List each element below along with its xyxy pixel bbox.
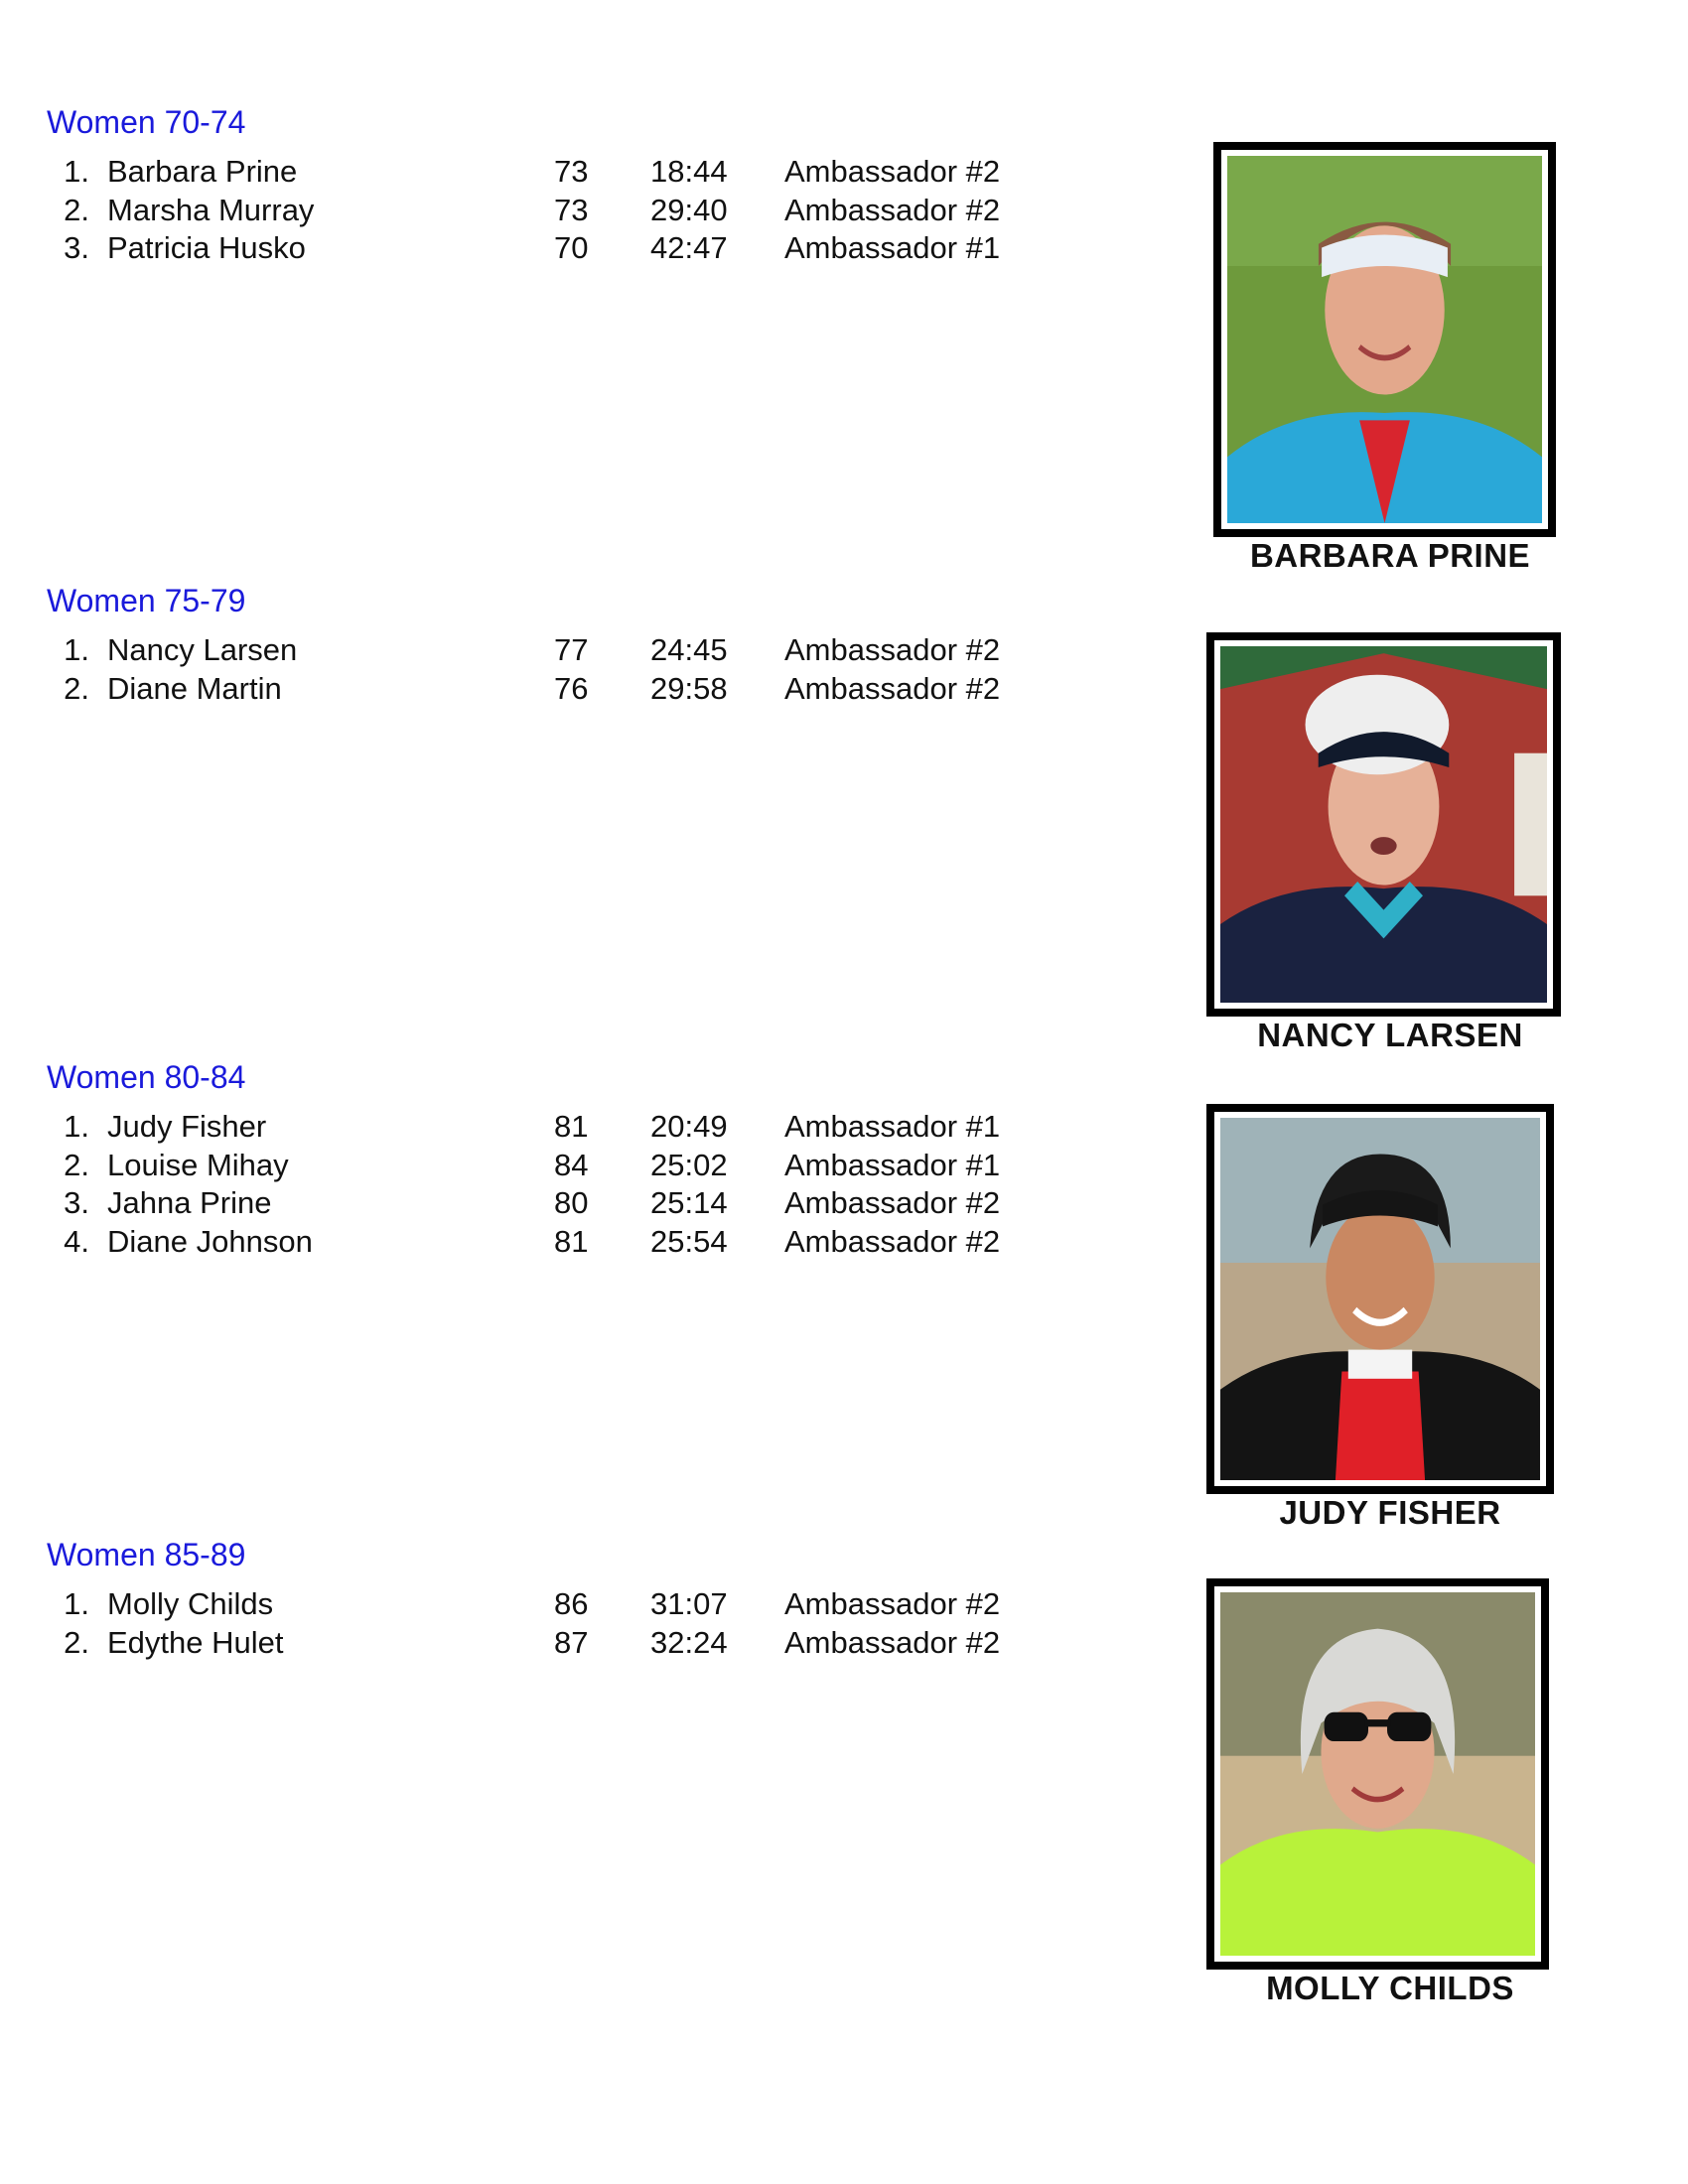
runner-name: Judy Fisher xyxy=(107,1109,267,1144)
finish-time: 20:49 xyxy=(650,1109,728,1144)
place: 2. xyxy=(64,192,89,227)
finish-time: 24:45 xyxy=(650,632,728,667)
place: 4. xyxy=(64,1223,89,1259)
finish-time: 29:40 xyxy=(650,192,728,227)
portrait-image xyxy=(1227,156,1542,523)
ambassador-note: Ambassador #2 xyxy=(784,1624,1001,1660)
runner-photo xyxy=(1206,1104,1554,1494)
runner-photo xyxy=(1206,632,1561,1017)
runner-name: Nancy Larsen xyxy=(107,632,298,667)
finish-time: 25:54 xyxy=(650,1223,728,1259)
runner-name: Diane Martin xyxy=(107,670,282,706)
age-group-heading: Women 85-89 xyxy=(47,1537,246,1572)
finish-time: 29:58 xyxy=(650,670,728,706)
place: 2. xyxy=(64,670,89,706)
runner-age: 84 xyxy=(554,1147,589,1182)
ambassador-note: Ambassador #2 xyxy=(784,1185,1001,1220)
finish-time: 31:07 xyxy=(650,1586,728,1621)
finish-time: 18:44 xyxy=(650,154,728,189)
runner-name: Edythe Hulet xyxy=(107,1624,284,1660)
runner-name: Molly Childs xyxy=(107,1586,274,1621)
runner-age: 81 xyxy=(554,1109,589,1144)
place: 1. xyxy=(64,1586,89,1621)
photo-caption: BARBARA PRINE xyxy=(1249,537,1531,574)
runner-photo xyxy=(1213,142,1556,537)
photo-caption: NANCY LARSEN xyxy=(1257,1017,1523,1053)
runner-age: 76 xyxy=(554,670,589,706)
runner-age: 70 xyxy=(554,230,589,265)
place: 2. xyxy=(64,1624,89,1660)
runner-name: Marsha Murray xyxy=(107,192,315,227)
ambassador-note: Ambassador #2 xyxy=(784,154,1001,189)
runner-age: 80 xyxy=(554,1185,589,1220)
ambassador-note: Ambassador #2 xyxy=(784,1586,1001,1621)
age-group-heading: Women 80-84 xyxy=(47,1059,246,1095)
runner-name: Diane Johnson xyxy=(107,1223,313,1259)
ambassador-note: Ambassador #1 xyxy=(784,230,1001,265)
runner-name: Barbara Prine xyxy=(107,154,298,189)
runner-name: Louise Mihay xyxy=(107,1147,289,1182)
runner-age: 86 xyxy=(554,1586,589,1621)
runner-age: 73 xyxy=(554,192,589,227)
portrait-image xyxy=(1220,1592,1535,1956)
place: 1. xyxy=(64,154,89,189)
place: 2. xyxy=(64,1147,89,1182)
place: 1. xyxy=(64,632,89,667)
finish-time: 32:24 xyxy=(650,1624,728,1660)
ambassador-note: Ambassador #2 xyxy=(784,1223,1001,1259)
runner-photo xyxy=(1206,1578,1549,1970)
ambassador-note: Ambassador #1 xyxy=(784,1109,1001,1144)
age-group-heading: Women 75-79 xyxy=(47,583,246,618)
finish-time: 25:02 xyxy=(650,1147,728,1182)
place: 3. xyxy=(64,1185,89,1220)
age-group-heading: Women 70-74 xyxy=(47,104,246,140)
runner-age: 81 xyxy=(554,1223,589,1259)
place: 1. xyxy=(64,1109,89,1144)
ambassador-note: Ambassador #2 xyxy=(784,192,1001,227)
runner-age: 77 xyxy=(554,632,589,667)
runner-name: Patricia Husko xyxy=(107,230,306,265)
place: 3. xyxy=(64,230,89,265)
runner-age: 73 xyxy=(554,154,589,189)
ambassador-note: Ambassador #2 xyxy=(784,632,1001,667)
finish-time: 42:47 xyxy=(650,230,728,265)
ambassador-note: Ambassador #1 xyxy=(784,1147,1001,1182)
portrait-image xyxy=(1220,646,1547,1003)
photo-caption: JUDY FISHER xyxy=(1279,1494,1501,1531)
photo-caption: MOLLY CHILDS xyxy=(1266,1970,1514,2006)
finish-time: 25:14 xyxy=(650,1185,728,1220)
ambassador-note: Ambassador #2 xyxy=(784,670,1001,706)
runner-age: 87 xyxy=(554,1624,589,1660)
portrait-image xyxy=(1220,1118,1540,1480)
runner-name: Jahna Prine xyxy=(107,1185,272,1220)
